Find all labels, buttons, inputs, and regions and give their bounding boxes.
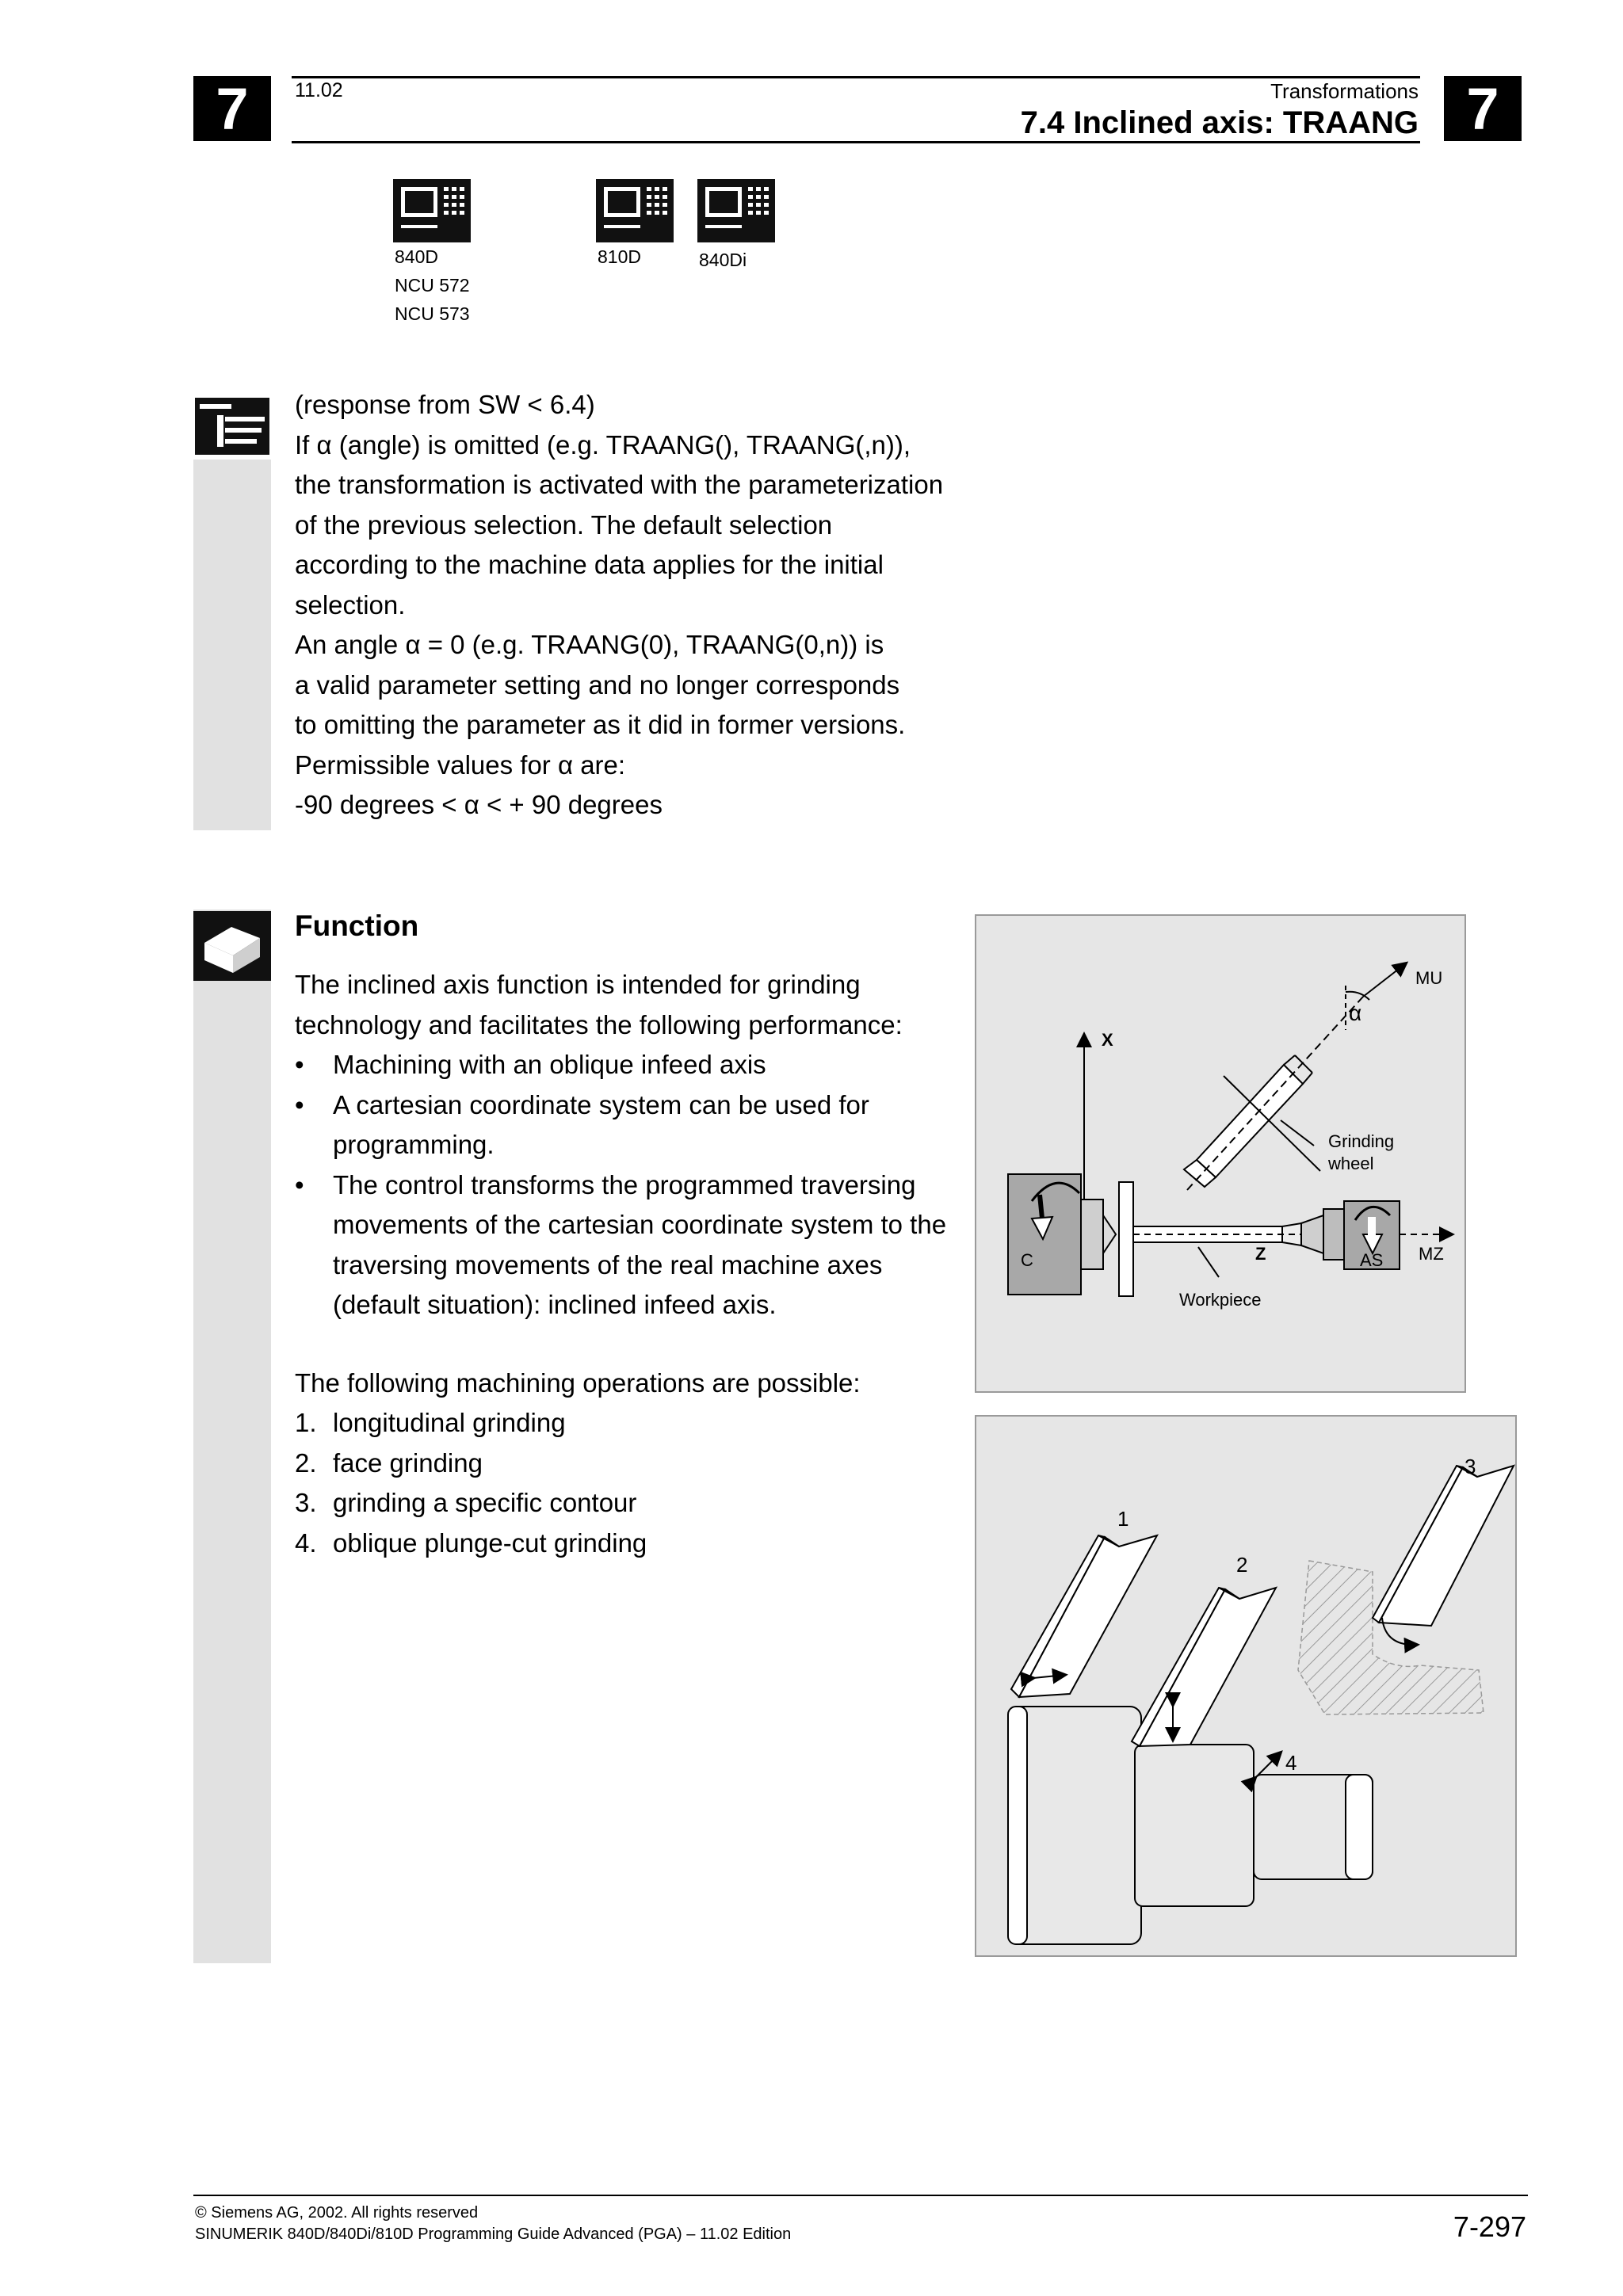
alpha-label: α [1349, 1001, 1362, 1025]
mz-axis-label: MZ [1419, 1244, 1444, 1264]
mu-axis-arrow [1363, 963, 1406, 997]
operation-item: 4. oblique plunge-cut grinding [295, 1527, 647, 1558]
operations-list [295, 1403, 960, 1563]
footer-rule [193, 2195, 1528, 2196]
inclined-axis-figure [975, 914, 1466, 1393]
control-label-810d: 810D [598, 246, 641, 267]
grinding-operations-figure [975, 1415, 1517, 1957]
header-bottom-rule [292, 141, 1420, 143]
bullet-item: • The control transforms the programmed traversing movements of the cartesian coordinate system to the traversing movements of the real machine axes (default situation): inclined infeed axis. [295, 1165, 967, 1325]
x-axis-label: X [1102, 1030, 1113, 1050]
function-bullet-list [295, 1045, 960, 1325]
footer-title: SINUMERIK 840D/840Di/810D Programming Guide Advanced (PGA) – 11.02 Edition [195, 2225, 792, 2243]
chapter-number-badge-left: 7 [193, 76, 271, 141]
mu-axis-label: MU [1415, 968, 1443, 988]
grinding-wheel-3 [1373, 1466, 1514, 1626]
op-3-label: 3 [1465, 1455, 1476, 1478]
bullet-item: • Machining with an oblique infeed axis [295, 1045, 960, 1085]
grinding-wheel-2 [1132, 1588, 1276, 1746]
function-text: The inclined axis function is intended for grinding technology and facilitates the following performance: • Machining with an oblique infeed axis • A cartesian coordinate system can be used for programming. • The control transforms the programmed traversing movements of the cartesian coordinate system to the traversing movements of the real machine axes (default situation): inclined infeed axis. The following machining operations are possible: 1. longitudinal grinding 2. face grinding 3. grinding a specific contour 4. oblique plunge-cut grinding [295, 965, 960, 1563]
grinding-wheel-1 [1011, 1535, 1157, 1697]
bullet-item: • A cartesian coordinate system can be used for programming. [295, 1085, 935, 1165]
control-panel-icon [393, 179, 471, 242]
z-axis-label: Z [1255, 1244, 1266, 1264]
section-title: 7.4 Inclined axis: TRAANG [1020, 105, 1419, 140]
note-text: (response from SW < 6.4) If α (angle) is omitted (e.g. TRAANG(), TRAANG(,n)), the transformation is activated with the parameterization of the previous selection. The default selection according to the machine data applies for the initial selection. An angle α = 0 (e.g. TRAANG(0), TRAANG(0,n)) is a valid parameter setting and no longer corresponds to omitting the parameter as it did in former versions. Permissible values for α are: -90 degrees < α < + 90 degrees [295, 390, 944, 819]
op-1-label: 1 [1117, 1507, 1129, 1531]
grinding-label: Grinding [1328, 1131, 1395, 1151]
function-block-icon [193, 911, 271, 981]
as-axis-label: AS [1360, 1250, 1384, 1270]
wheel-label: wheel [1328, 1154, 1374, 1173]
c-axis-label: C [1021, 1250, 1033, 1270]
header-chapter-title: Transformations [1270, 79, 1419, 103]
operations-intro: The following machining operations are possible: [295, 1367, 861, 1398]
operation-item: 1. longitudinal grinding [295, 1408, 566, 1437]
chapter-number-badge-right: 7 [1444, 76, 1522, 141]
operation-item: 3. grinding a specific contour [295, 1488, 637, 1517]
control-panel-icon [697, 179, 775, 242]
operation-item: 2. face grinding [295, 1447, 483, 1478]
control-label-840d: 840D NCU 572 NCU 573 [395, 246, 470, 324]
grinding-wheel [1184, 1055, 1312, 1187]
op-2-label: 2 [1236, 1553, 1248, 1577]
header-date: 11.02 [295, 79, 343, 101]
control-panel-icon [596, 179, 674, 242]
hand-pointer-icon [193, 393, 271, 460]
header-top-rule [292, 76, 1420, 78]
footer-copyright: © Siemens AG, 2002. All rights reserved [195, 2204, 479, 2222]
function-heading: Function [295, 910, 419, 942]
function-sidebar [193, 910, 271, 1963]
control-label-840di: 840Di [699, 250, 747, 270]
op-4-label: 4 [1285, 1751, 1297, 1775]
workpiece-label: Workpiece [1179, 1290, 1262, 1310]
page-number: 7-297 [1453, 2210, 1526, 2243]
